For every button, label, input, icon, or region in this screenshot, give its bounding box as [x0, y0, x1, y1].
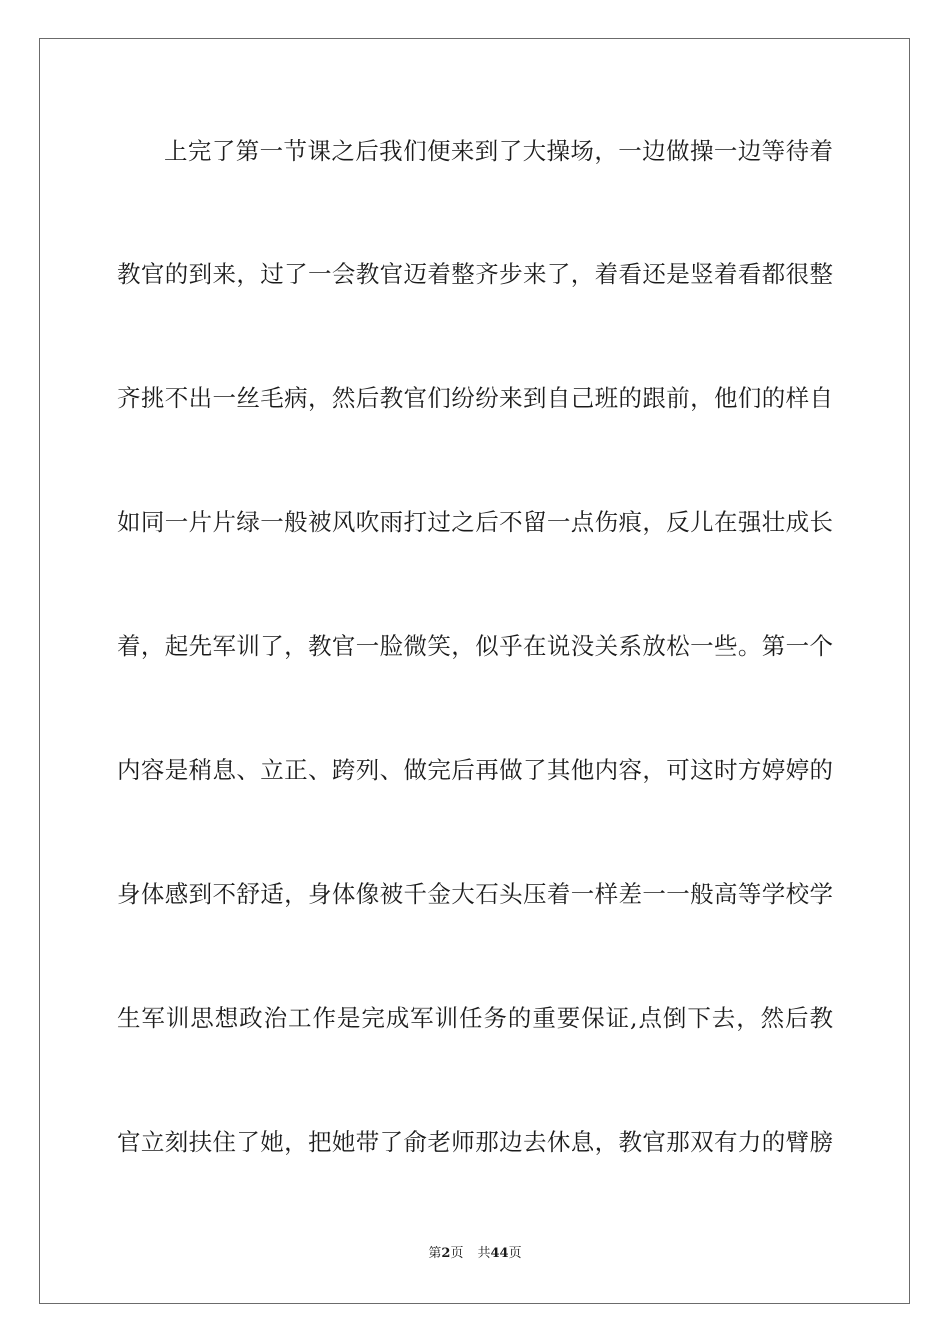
- paragraph-line: 生军训思想政治工作是完成军训任务的重要保证,点倒下去，然后教: [117, 1004, 833, 1032]
- page-number: 2: [441, 1246, 451, 1261]
- page-border: [39, 38, 910, 1304]
- page-footer: [0, 1246, 950, 1262]
- paragraph-line: 齐挑不出一丝毛病，然后教官们纷纷来到自己班的跟前，他们的样自: [117, 384, 833, 412]
- total-prefix: 共: [477, 1246, 491, 1261]
- paragraph-line: 官立刻扶住了她，把她带了俞老师那边去休息，教官那双有力的臂膀: [117, 1128, 833, 1156]
- paragraph-line: 内容是稍息、立正、跨列、做完后再做了其他内容，可这时方婷婷的: [117, 756, 833, 784]
- page-prefix: 第: [428, 1246, 442, 1261]
- total-pages: 44: [490, 1246, 509, 1261]
- paragraph-line: 上完了第一节课之后我们便来到了大操场，一边做操一边等待着: [164, 137, 833, 165]
- paragraph-line: 着，起先军训了，教官一脸微笑，似乎在说没关系放松一些。第一个: [117, 632, 833, 660]
- paragraph-line: 教官的到来，过了一会教官迈着整齐步来了，着看还是竖着看都很整: [117, 260, 833, 288]
- total-suffix: 页: [508, 1246, 522, 1261]
- paragraph-line: 如同一片片绿一般被风吹雨打过之后不留一点伤痕，反儿在强壮成长: [117, 508, 833, 536]
- paragraph-line: 身体感到不舒适，身体像被千金大石头压着一样差一一般高等学校学: [117, 880, 833, 908]
- page-suffix: 页: [450, 1246, 464, 1261]
